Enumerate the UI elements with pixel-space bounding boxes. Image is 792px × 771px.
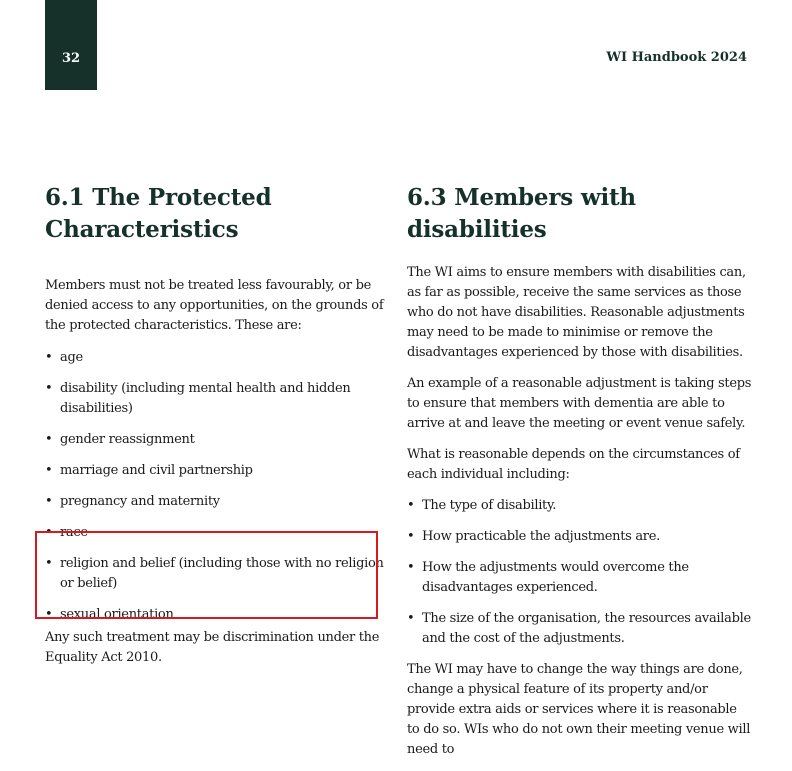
- highlight-annotation-box: [35, 531, 378, 619]
- bullet-icon: •: [45, 463, 53, 478]
- bullet-icon: •: [45, 556, 53, 571]
- list-item-text: gender reassignment: [60, 432, 195, 447]
- running-header-title: WI Handbook 2024: [606, 50, 747, 65]
- bullet-icon: •: [45, 494, 53, 509]
- bullet-icon: •: [407, 498, 415, 513]
- list-item-text: How the adjustments would overcome the disadvantages experienced.: [422, 560, 689, 595]
- list-item-text: religion and belief (including those with no religion or belief): [60, 556, 384, 591]
- list-item: [45, 492, 385, 512]
- heading-line-1: 6.1 The Protected: [45, 184, 272, 211]
- list-item-text: How practicable the adjustments are.: [422, 529, 660, 544]
- list-item: [407, 558, 752, 598]
- list-item-text: age: [60, 350, 83, 365]
- list-item-text: sexual orientation: [60, 607, 174, 622]
- bullet-icon: •: [45, 350, 53, 365]
- list-item: [407, 527, 752, 547]
- closing-paragraph: Any such treatment may be discrimination under the Equality Act 2010.: [45, 630, 380, 665]
- bullet-icon: •: [407, 529, 415, 544]
- page-number: 32: [61, 51, 81, 66]
- list-item-text: The type of disability.: [422, 498, 557, 513]
- bullet-icon: •: [45, 525, 53, 540]
- section-heading-members-disabilities: 6.3 Members with disabilities: [407, 184, 636, 243]
- list-item: [45, 430, 385, 450]
- list-item-text: marriage and civil partnership: [60, 463, 253, 478]
- list-item: [407, 496, 752, 516]
- bullet-icon: •: [407, 560, 415, 575]
- list-item-text: pregnancy and maternity: [60, 494, 220, 509]
- paragraph: What is reasonable depends on the circumstances of each individual including:: [407, 447, 740, 482]
- list-item-text: disability (including mental health and hidden disabilities): [60, 381, 351, 416]
- page-number-tab: [45, 0, 97, 90]
- paragraph: An example of a reasonable adjustment is taking steps to ensure that members with dementia are able to arrive at and leave the meeting or event venue safely.: [407, 376, 752, 431]
- bullet-icon: •: [45, 607, 53, 622]
- paragraph: The WI may have to change the way things are done, change a physical feature of its property and/or provide extra aids or services where it is reasonable to do so. WIs who do not own their meeting venue will need to: [407, 662, 751, 757]
- paragraph: The WI aims to ensure members with disabilities can, as far as possible, receive the same services as those who do not have disabilities. Reasonable adjustments may need to be made to minimise or remove the disadvantages experienced by those with disabilities.: [407, 265, 746, 360]
- list-item: [407, 609, 752, 649]
- section-heading-protected-characteristics: [45, 182, 385, 246]
- bullet-icon: •: [45, 432, 53, 447]
- list-item: [45, 379, 385, 419]
- bullet-icon: •: [45, 381, 53, 396]
- list-item: [45, 348, 385, 368]
- list-item-text: race: [60, 525, 88, 540]
- heading-line-2: Characteristics: [45, 216, 239, 243]
- list-item-text: The size of the organisation, the resources available and the cost of the adjustments.: [422, 611, 751, 646]
- list-item: [45, 461, 385, 481]
- intro-paragraph: Members must not be treated less favourably, or be denied access to any opportunities, on the grounds of the protected characteristics. These are:: [45, 278, 384, 333]
- bullet-icon: •: [407, 611, 415, 626]
- circumstances-list: [407, 496, 752, 649]
- right-column: [407, 182, 752, 771]
